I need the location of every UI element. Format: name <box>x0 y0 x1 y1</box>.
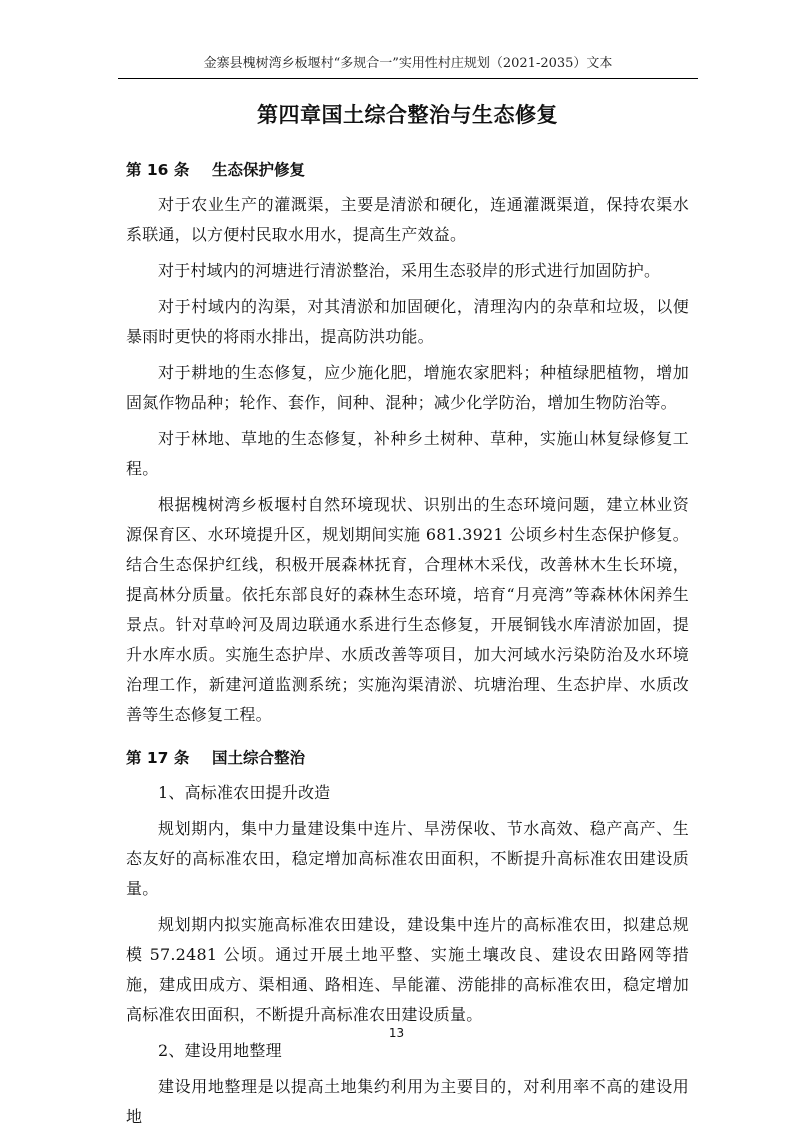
subsection-heading: 1、高标准农田提升改造 <box>158 783 331 802</box>
page-number: 13 <box>388 1026 405 1040</box>
paragraph: 规划期内，集中力量建设集中连片、旱涝保收、节水高效、稳产高产、生态友好的高标准农田，稳定增加高标准农田面积，不断提升高标准农田建设质量。 <box>126 819 689 898</box>
article-title: 生态保护修复 <box>212 161 306 179</box>
article-16-heading <box>126 156 689 184</box>
chapter-title: 第四章国土综合整治与生态修复 <box>257 103 558 127</box>
article-number: 第 17 条 <box>126 749 190 767</box>
article-17-heading <box>126 744 689 772</box>
article-title: 国土综合整治 <box>212 749 306 767</box>
paragraph: 对于村域内的沟渠，对其清淤和加固硬化，清理沟内的杂草和垃圾，以便暴雨时更快的将雨水排出，提高防洪功能。 <box>126 297 689 346</box>
paragraph: 对于村域内的河塘进行清淤整治，采用生态驳岸的形式进行加固防护。 <box>158 261 661 280</box>
paragraph: 建设用地整理是以提高土地集约利用为主要目的，对利用率不高的建设用地 <box>126 1077 689 1126</box>
paragraph: 对于耕地的生态修复，应少施化肥，增施农家肥料；种植绿肥植物，增加固氮作物品种；轮作、套作，间种、混种；减少化学防治，增加生物防治等。 <box>126 363 689 412</box>
page-body <box>126 98 689 1138</box>
subsection-heading: 2、建设用地整理 <box>158 1041 282 1060</box>
paragraph: 根据槐树湾乡板堰村自然环境现状、识别出的生态环境问题，建立林业资源保育区、水环境提升区，规划期间实施 681.3921 公顷乡村生态保护修复。结合生态保护红线，积极开展森林抚育，合理林木采伐，改善林木生长环境，提高林分质量。依托东部良好的森林生态环境，培育“月亮湾”等森林休闲养生景点。针对草岭河及周边联通水系进行生态修复，开展铜钱水库清淤加固，提升水库水质。实施生态护岸、水质改善等项目，加大河域水污染防治及水环境治理工作，新建河道监测系统；实施沟渠清淤、坑塘治理、生态护岸、水质改善等生态修复工程。 <box>126 495 689 724</box>
paragraph: 对于农业生产的灌溉渠，主要是清淤和硬化，连通灌溉渠道，保持农渠水系联通，以方便村民取水用水，提高生产效益。 <box>126 195 689 244</box>
paragraph: 对于林地、草地的生态修复，补种乡土树种、草种，实施山林复绿修复工程。 <box>126 429 689 478</box>
paragraph: 规划期内拟实施高标准农田建设，建设集中连片的高标准农田，拟建总规模 57.2481 公顷。通过开展土地平整、实施土壤改良、建设农田路网等措施，建成田成方、渠相通、路相连、旱能灌、涝能排的高标准农田，稳定增加高标准农田面积，不断提升高标准农田建设质量。 <box>126 915 689 1024</box>
article-number: 第 16 条 <box>126 161 190 179</box>
running-header: 金寨县槐树湾乡板堰村“多规合一”实用性村庄规划（2021-2035）文本 <box>118 54 698 79</box>
